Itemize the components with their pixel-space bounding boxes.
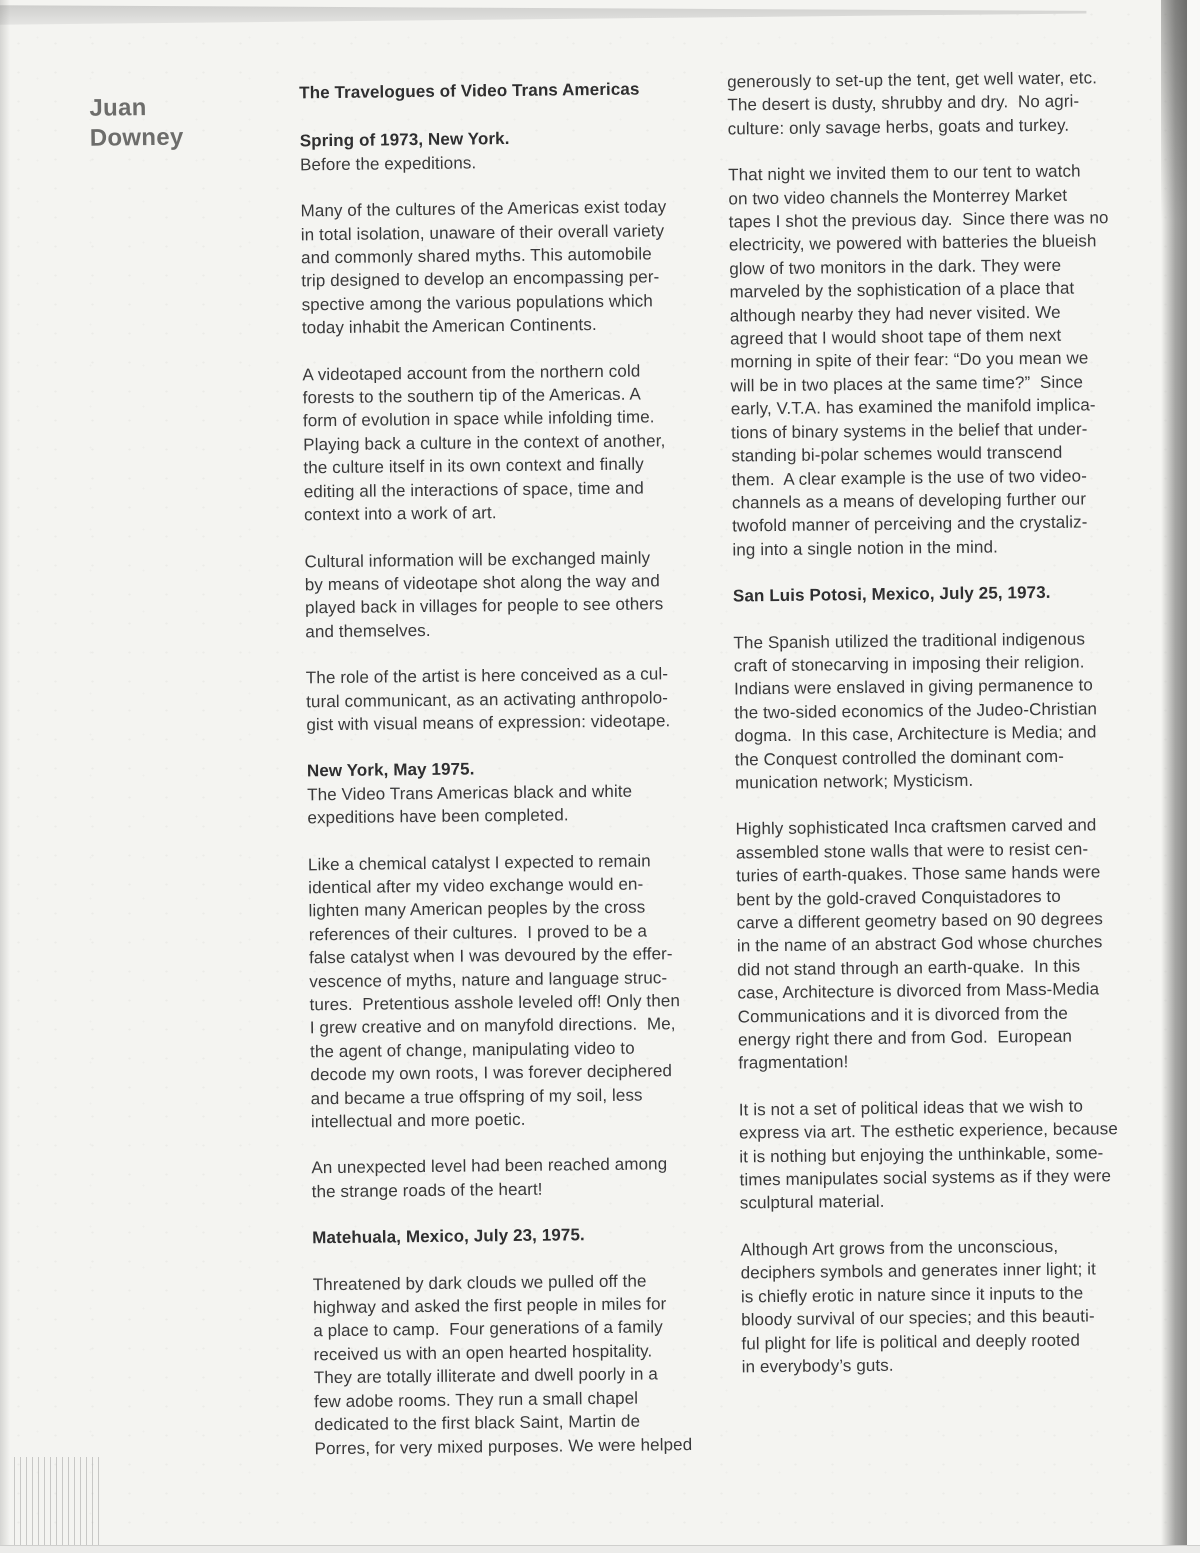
paragraph: Highly sophisticated Inca craftsmen carved and assembled stone walls that were to resist cen- turies of earth-quakes. Those same hands were bent by the gold-craved Conquistadores to carve a different geometry based on 90 degrees in the name of an abstract God whose churches did not stand through an earth-quake. In this case, Architecture is divorced from Mass-Media Communications and it is divorced from the energy right there and from God. European fragmentation! [735, 815, 1104, 1073]
paragraph: A videotaped account from the northern cold forests to the southern tip of the Americas. A form of evolution in space while infolding time. Playing back a culture in the context of another, the culture itself in its own context and finally editing all the interactions of space, time and context into a work of art. [302, 361, 666, 525]
paragraph: Many of the cultures of the Americas exist today in total isolation, unaware of their overall variety and commonly shared myths. This automobile trip designed to develop an encompassing per- spective among the various populations which today inhabit the American Continents. [300, 197, 667, 338]
paragraph: generously to set-up the tent, get well water, etc. The desert is dusty, shrubby and dry. No agri- culture: only savage herbs, goats and turkey. [727, 68, 1098, 139]
paragraph: Threatened by dark clouds we pulled off the highway and asked the first people in miles for a place to camp. Four generations of a family received us with an open hearted hospitality. They are totally illiterate and dwell poorly in a few adobe rooms. They run a small chapel dedicated to the first black Saint, Martin de Porres, for very mixed purposes. We were helped [312, 1271, 693, 1458]
paragraph: The role of the artist is here conceived as a cul- tural communicant, as an activating anthropolo- gist with visual means of expression: videotape. [305, 664, 671, 735]
paragraph: Like a chemical catalyst I expected to remain identical after my video exchange would en- lighten many American peoples by the cross references of their cultures. I proved to be a false catalyst when I was devoured by the effer- vescence of myths, nature and language struc- tures. Pretentious asshole leveled off! Only then I grew creative and on manyfold directions. Me, the agent of change, manipulating video to decode my own roots, I was forever deciphered and became a true offspring of my soil, less intellectual and more poetic. [307, 850, 681, 1132]
paragraph: Although Art grows from the unconscious, deciphers symbols and generates inner light; it is chiefly erotic in nature since it inputs to the bloody survival of our species; and this beauti- ful plight for life is political and deeply rooted in everybody’s guts. [740, 1236, 1097, 1377]
paragraph: That night we invited them to our tent to watch on two video channels the Monterrey Market tapes I shot the previous day. Since there was no electricity, we powered with batteries the blueish glow of two monitors in the dark. They were marveled by the sophistication of a place that although nearby they had never visited. We agreed that I would shoot tape of them next morning in spite of their fear: “Do you mean we will be in two places at the same time?” Since early, V.T.A. has examined the manifold implica- tions of binary systems in the belief that under- standing bi-polar schemes would transcend them. A clear example is the use of two video- channels as a means of developing further our twofold manner of perceiving and the crystaliz- ing into a single notion in the mind. [728, 161, 1109, 560]
paragraph: It is not a set of political ideas that we wish to express via art. The esthetic experience, because it is nothing but enjoying the unthinkable, some- times manipulates social systems as if they were sculptural material. [738, 1096, 1118, 1213]
section-lead: The Video Trans Americas black and white expeditions have been completed. [307, 781, 633, 828]
paragraph: The Spanish utilized the traditional indigenous craft of stonecarving in imposing their religion. Indians were enslaved in giving permanence to the two-sided economics of the Judeo-Christian dogma. In this case, Architecture is Media; and the Conquest controlled the dominant com- munication network; Mysticism. [733, 629, 1098, 793]
section-heading: Matehuala, Mexico, July 23, 1975. [312, 1225, 585, 1248]
author-first-name: Juan [89, 94, 147, 122]
author-last-name: Downey [89, 123, 184, 152]
paragraph: Cultural information will be exchanged mainly by means of videotape shot along the way and played back in villages for people to see others and themselves. [304, 547, 664, 642]
article-title: The Travelogues of Video Trans Americas [299, 79, 640, 103]
section-heading: Spring of 1973, New York. [299, 129, 510, 151]
right-column [727, 65, 1188, 1401]
paragraph: An unexpected level had been reached among the strange roads of the heart! [311, 1154, 668, 1202]
left-column [299, 76, 775, 1483]
section-heading: San Luis Potosi, Mexico, July 25, 1973. [732, 583, 1051, 606]
section-lead: Before the expeditions. [299, 153, 477, 175]
author-name [89, 93, 184, 154]
section-heading: New York, May 1975. [306, 759, 475, 781]
